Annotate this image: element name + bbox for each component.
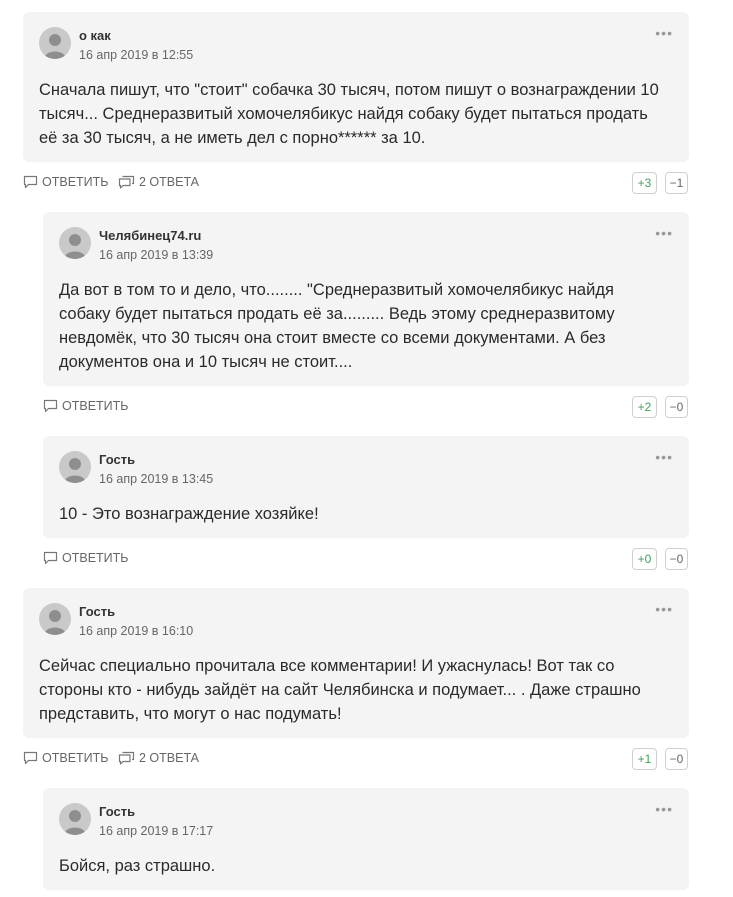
comment (23, 588, 689, 738)
downvote-button[interactable]: −1 (665, 172, 688, 194)
reply-label: ОТВЕТИТЬ (42, 175, 109, 189)
replies-count-button[interactable] (118, 751, 199, 765)
comment-reply (43, 436, 689, 538)
comment-actions (23, 172, 689, 194)
user-avatar-icon[interactable] (39, 27, 71, 59)
comment-date: 16 апр 2019 в 17:17 (99, 824, 214, 838)
user-avatar-icon[interactable] (59, 451, 91, 483)
comment-text: Сначала пишут, что "стоит" собачка 30 тысяч, потом пишут о вознаграждении 10 тысяч... Среднеразвитый хомочелябикус найдя собаку будет пытаться продать её за 30 тысяч, а не иметь дел с порно****** за 10. (39, 81, 659, 147)
reply-button[interactable] (43, 399, 129, 413)
comment-text: Сейчас специально прочитала все комментарии! И ужаснулась! Вот так со стороны кто - нибудь зайдёт на сайт Челябинска и подумает... . Даже страшно представить, что могут о нас подумать! (39, 657, 641, 723)
replies-count: 2 ОТВЕТА (139, 751, 200, 765)
user-avatar-icon[interactable] (39, 603, 71, 635)
comment-actions (23, 748, 689, 770)
downvote-button[interactable]: −0 (665, 748, 688, 770)
replies-count-button[interactable] (118, 175, 199, 189)
comment-actions (43, 396, 689, 418)
upvote-button[interactable]: +1 (632, 748, 657, 770)
comment-author[interactable]: Гость (99, 452, 136, 467)
comment-date: 16 апр 2019 в 16:10 (79, 624, 194, 638)
comment-text: 10 - Это вознаграждение хозяйке! (59, 505, 319, 523)
user-avatar-icon[interactable] (59, 803, 91, 835)
comment-reply (43, 788, 689, 890)
comment-author[interactable]: Гость (79, 604, 116, 619)
comment-reply (43, 212, 689, 386)
comment-author[interactable]: Гость (99, 804, 136, 819)
more-options-icon[interactable]: ••• (655, 25, 673, 41)
more-options-icon[interactable]: ••• (655, 449, 673, 465)
upvote-button[interactable]: +3 (632, 172, 657, 194)
reply-label: ОТВЕТИТЬ (42, 751, 109, 765)
comment-actions (43, 548, 689, 570)
comment-text: Да вот в том то и дело, что........ "Среднеразвитый хомочелябикус найдя собаку будет пытаться продать её за......... Ведь этому среднеразвитому невдомёк, что 30 тысяч она стоит вместе со всеми документами. А без документов она и 10 тысяч не стоит.... (59, 281, 615, 371)
comment-icon (43, 551, 58, 565)
reply-label: ОТВЕТИТЬ (62, 551, 129, 565)
replies-icon (118, 175, 135, 189)
upvote-button[interactable]: +2 (632, 396, 657, 418)
downvote-button[interactable]: −0 (665, 396, 688, 418)
reply-button[interactable] (23, 751, 109, 765)
comment-date: 16 апр 2019 в 13:45 (99, 472, 214, 486)
reply-label: ОТВЕТИТЬ (62, 399, 129, 413)
user-avatar-icon[interactable] (59, 227, 91, 259)
comment-author[interactable]: о как (79, 28, 111, 43)
replies-count: 2 ОТВЕТА (139, 175, 200, 189)
reply-button[interactable] (43, 551, 129, 565)
more-options-icon[interactable]: ••• (655, 225, 673, 241)
reply-button[interactable] (23, 175, 109, 189)
more-options-icon[interactable]: ••• (655, 801, 673, 817)
upvote-button[interactable]: +0 (632, 548, 657, 570)
comment-text: Бойся, раз страшно. (59, 857, 216, 875)
comment-icon (23, 751, 38, 765)
comment (23, 12, 689, 162)
comment-icon (23, 175, 38, 189)
more-options-icon[interactable]: ••• (655, 601, 673, 617)
comment-author[interactable]: Челябинец74.ru (99, 228, 202, 243)
downvote-button[interactable]: −0 (665, 548, 688, 570)
replies-icon (118, 751, 135, 765)
comment-date: 16 апр 2019 в 13:39 (99, 248, 214, 262)
comment-icon (43, 399, 58, 413)
comment-date: 16 апр 2019 в 12:55 (79, 48, 194, 62)
